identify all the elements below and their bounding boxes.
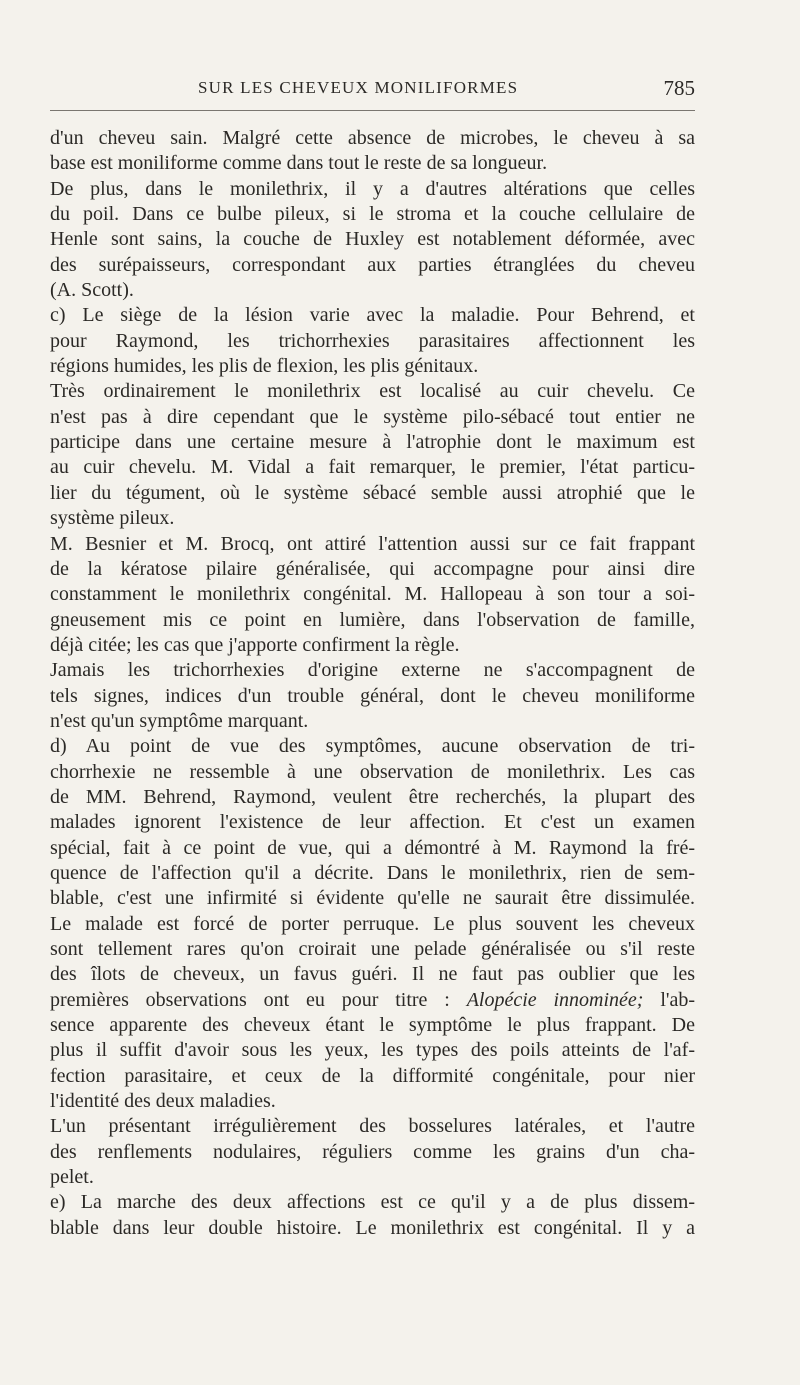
text-line: tels signes, indices d'un trouble général, dont le cheveu moniliforme xyxy=(50,684,695,707)
text-line: (A. Scott). xyxy=(50,279,134,302)
page-number: 785 xyxy=(663,76,695,100)
text-line: Très ordinairement le monilethrix est localisé au cuir chevelu. Ce xyxy=(50,380,695,403)
running-title: SUR LES CHEVEUX MONILIFORMES xyxy=(198,78,519,97)
text-line: n'est qu'un symptôme marquant. xyxy=(50,709,309,732)
text-line: blable dans leur double histoire. Le monilethrix est congénital. Il y a xyxy=(50,1216,695,1239)
text-line: sence apparente des cheveux étant le symptôme le plus frappant. De xyxy=(50,1014,695,1037)
text-line: chorrhexie ne ressemble à une observation de monilethrix. Les cas xyxy=(50,760,695,783)
text-line: malades ignorent l'existence de leur affection. Et c'est un examen xyxy=(50,811,695,834)
text-segment: premières observations ont eu pour titre : xyxy=(50,988,450,1011)
text-line: blable, c'est une infirmité si évidente qu'elle ne saurait être dissimulée. xyxy=(50,887,695,910)
header-rule xyxy=(50,110,695,111)
text-line: constamment le monilethrix congénital. M. Hallopeau à son tour a soi- xyxy=(50,583,695,606)
italic-title: Alopécie innominée; xyxy=(466,988,644,1011)
text-line: De plus, dans le monilethrix, il y a d'autres altérations que celles xyxy=(50,177,695,200)
text-line: Jamais les trichorrhexies d'origine externe ne s'accompagnent de xyxy=(50,659,695,682)
text-line: du poil. Dans ce bulbe pileux, si le stroma et la couche cellulaire de xyxy=(50,203,695,226)
text-line: plus il suffit d'avoir sous les yeux, les types des poils atteints de l'af- xyxy=(50,1039,695,1062)
text-line: quence de l'affection qu'il a décrite. Dans le monilethrix, rien de sem- xyxy=(50,861,695,884)
text-line: fection parasitaire, et ceux de la difformité congénitale, pour nier xyxy=(50,1064,695,1087)
text-line: au cuir chevelu. M. Vidal a fait remarquer, le premier, l'état particu- xyxy=(50,456,695,479)
text-line: Le malade est forcé de porter perruque. Le plus souvent les cheveux xyxy=(50,912,695,935)
text-line: pelet. xyxy=(50,1166,94,1189)
text-segment: l'ab- xyxy=(660,988,696,1011)
text-line: M. Besnier et M. Brocq, ont attiré l'attention aussi sur ce fait frappant xyxy=(50,532,695,555)
text-line: déjà citée; les cas que j'apporte confirment la règle. xyxy=(50,633,460,656)
text-line: des surépaisseurs, correspondant aux parties étranglées du cheveu xyxy=(50,253,695,276)
text-line: d'un cheveu sain. Malgré cette absence de microbes, le cheveu à sa xyxy=(50,127,695,149)
text-line: spécial, fait à ce point de vue, qui a démontré à M. Raymond la fré- xyxy=(50,836,695,859)
text-line: participe dans une certaine mesure à l'atrophie dont le maximum est xyxy=(50,431,695,454)
text-line: système pileux. xyxy=(50,507,175,530)
text-line: e) La marche des deux affections est ce qu'il y a de plus dissem- xyxy=(50,1191,695,1214)
text-line: lier du tégument, où le système sébacé semble aussi atrophié que le xyxy=(50,481,695,504)
running-head xyxy=(50,74,695,102)
text-line: pour Raymond, les trichorrhexies parasitaires affectionnent les xyxy=(50,329,695,352)
text-line: n'est pas à dire cependant que le système pilo-sébacé tout entier ne xyxy=(50,405,695,428)
text-line: c) Le siège de la lésion varie avec la maladie. Pour Behrend, et xyxy=(50,304,695,327)
text-line: de MM. Behrend, Raymond, veulent être recherchés, la plupart des xyxy=(50,785,695,808)
text-line: gneusement mis ce point en lumière, dans l'observation de famille, xyxy=(50,608,695,631)
text-line: régions humides, les plis de flexion, les plis génitaux. xyxy=(50,355,479,378)
text-line: base est moniliforme comme dans tout le reste de sa longueur. xyxy=(50,152,548,175)
text-line: des renflements nodulaires, réguliers comme les grains d'un cha- xyxy=(50,1140,695,1163)
text-line: des îlots de cheveux, un favus guéri. Il ne faut pas oublier que les xyxy=(50,963,695,986)
text-line: L'un présentant irrégulièrement des bosselures latérales, et l'autre xyxy=(50,1115,695,1138)
text-line: d) Au point de vue des symptômes, aucune observation de tri- xyxy=(50,735,695,758)
text-line: sont tellement rares qu'on croirait une pelade généralisée ou s'il reste xyxy=(50,938,695,960)
text-line: l'identité des deux maladies. xyxy=(50,1090,276,1113)
text-line-mixed xyxy=(50,988,695,1013)
body-text xyxy=(50,126,695,1241)
text-line: de la kératose pilaire généralisée, qui accompagne pour ainsi dire xyxy=(50,557,695,580)
text-line: Henle sont sains, la couche de Huxley est notablement déformée, avec xyxy=(50,228,695,251)
